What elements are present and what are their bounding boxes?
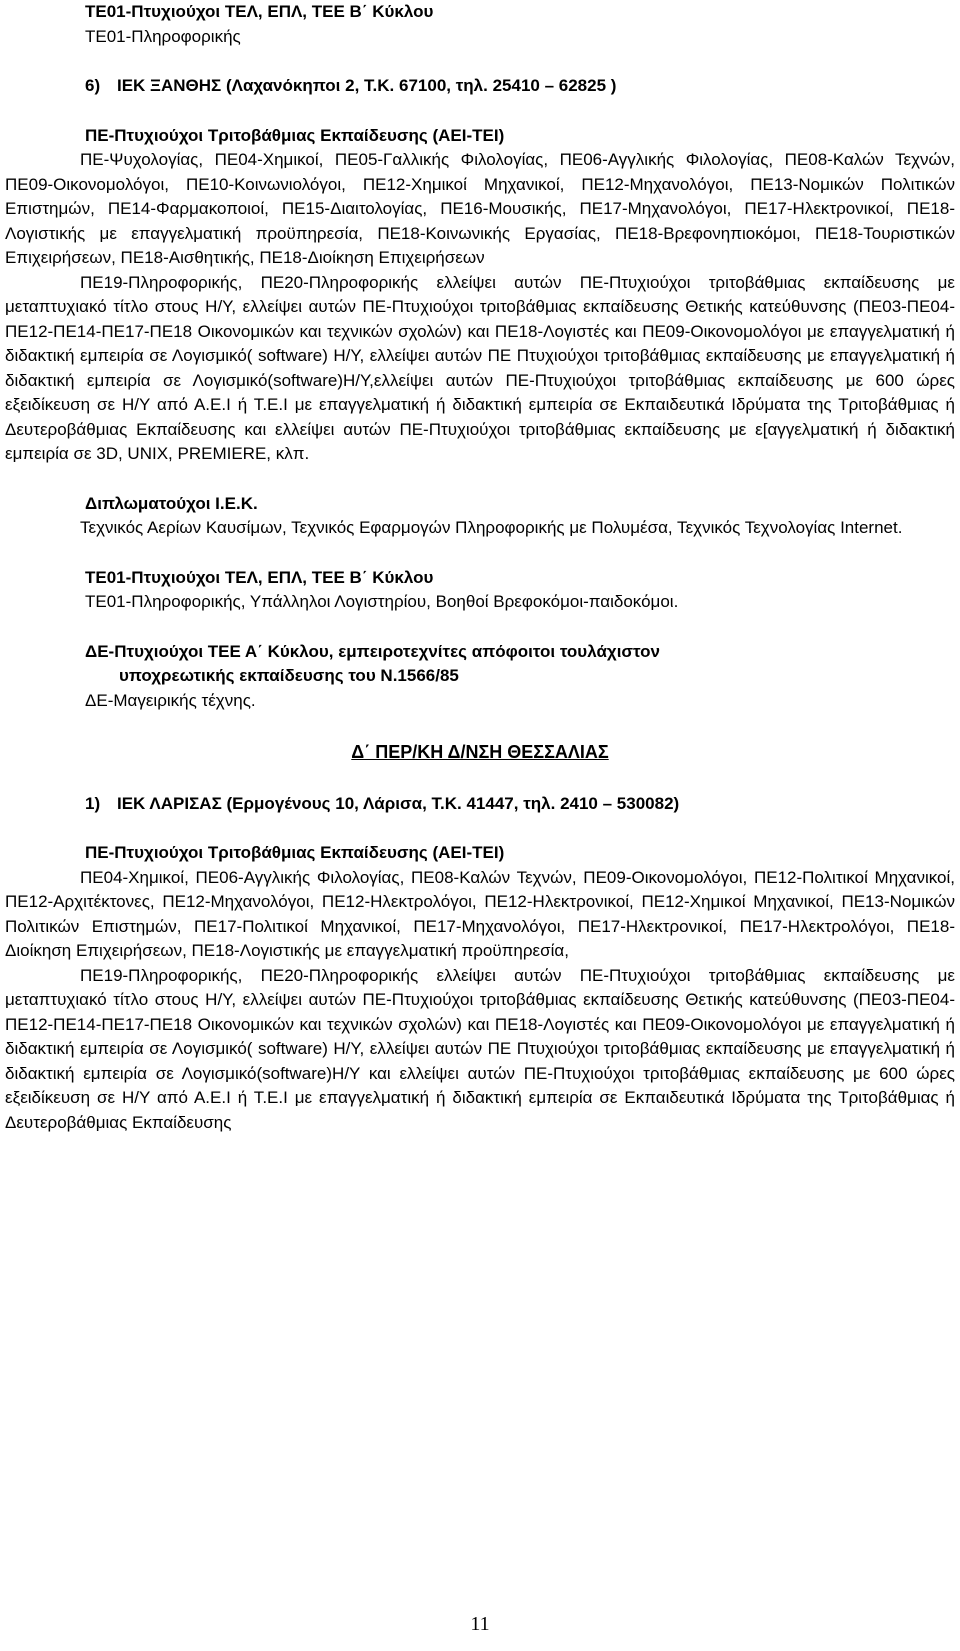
iek-graduates-heading: Διπλωματούχοι Ι.Ε.Κ. — [85, 493, 258, 513]
page-number: 11 — [470, 1613, 490, 1635]
spacer — [5, 541, 955, 566]
region-heading: Δ΄ ΠΕΡ/ΚΗ Δ/ΝΣΗ ΘΕΣΣΑΛΙΑΣ — [351, 742, 609, 762]
section-title: ΙΕΚ ΞΑΝΘΗΣ (Λαχανόκηποι 2, Τ.Κ. 67100, τηλ. 25410 – 62825 ) — [117, 76, 617, 95]
pe-specialties-2: ΠΕ04-Χημικοί, ΠΕ06-Αγγλικής Φιλολογίας, ΠΕ08-Καλών Τεχνών, ΠΕ09-Οικονομολόγοι, ΠΕ12-Πολιτικοί Μηχανικοί, ΠΕ12-Αρχιτέκτονες, ΠΕ12-Μηχανολόγοι, ΠΕ12-Ηλεκτρολόγοι, ΠΕ12-Ηλεκτρονικοί, ΠΕ12-Χημικοί Μηχανικοί, ΠΕ13-Νομικών Πολιτικών Επιστημών, ΠΕ17-Πολιτικοί Μηχανικοί, ΠΕ17-Μηχανολόγοι, ΠΕ17-Ηλεκτρονικοί, ΠΕ17-Ηλεκτρολόγοι, ΠΕ18-Διοίκηση Επιχειρήσεων, ΠΕ18-Λογιστικής με επαγγελματική προϋπηρεσία, — [5, 867, 955, 960]
iek-graduates-text: Τεχνικός Αερίων Καυσίμων, Τεχνικός Εφαρμογών Πληροφορικής με Πολυμέσα, Τεχνικός Τεχνολογίας Internet. — [80, 518, 903, 537]
spacer — [5, 49, 955, 74]
spacer — [5, 713, 955, 740]
document-page — [5, 0, 955, 1135]
spacer — [5, 765, 955, 792]
pe-heading-2: ΠΕ-Πτυχιούχοι Τριτοβάθμιας Εκπαίδευσης (ΑΕΙ-ΤΕΙ) — [85, 843, 505, 862]
spacer — [5, 615, 955, 640]
te-text: ΤΕ01-Πληροφορικής — [85, 26, 241, 46]
pe19-paragraph-2: ΠΕ19-Πληροφορικής, ΠΕ20-Πληροφορικής ελλείψει αυτών ΠΕ-Πτυχιούχοι τριτοβάθμιας εκπαίδευσης με μεταπτυχιακό τίτλο στους Η/Υ, ελλείψει αυτών ΠΕ-Πτυχιούχοι τριτοβάθμιας εκπαίδευσης Θετικής κατεύθυνσης (ΠΕ03-ΠΕ04-ΠΕ12-ΠΕ14-ΠΕ17-ΠΕ18 Οικονομικών και τεχνικών σχολών) και ΠΕ18-Λογιστές και ΠΕ09-Οικονομολόγοι με επαγγελματική ή διδακτική εμπειρία σε Λογισμικό( software) Η/Υ, ελλείψει αυτών ΠΕ Πτυχιούχοι τριτοβάθμιας εκπαίδευσης με επαγγελματική ή διδακτική εμπειρία σε Λογισμικό(software)Η/Υ και ελλείψει αυτών ΠΕ-Πτυχιούχοι τριτοβάθμιας εκπαίδευσης με 600 ώρες εξειδίκευση σε Η/Υ από Α.Ε.Ι ή Τ.Ε.Ι με επαγγελματική ή διδακτική εμπειρία σε Εκπαιδευτικά Ιδρύματα της Τριτοβάθμιας ή Δευτεροβάθμιας Εκπαίδευσης — [5, 965, 955, 1132]
pe-specialties: ΠΕ-Ψυχολογίας, ΠΕ04-Χημικοί, ΠΕ05-Γαλλικής Φιλολογίας, ΠΕ06-Αγγλικής Φιλολογίας, ΠΕ08-Καλών Τεχνών, ΠΕ09-Οικονομολόγοι, ΠΕ10-Κοινωνιολόγοι, ΠΕ12-Χημικοί Μηχανικοί, ΠΕ12-Μηχανολόγοι, ΠΕ13-Νομικών Πολιτικών Επιστημών, ΠΕ14-Φαρμακοποιοί, ΠΕ15-Διαιτολογίας, ΠΕ16-Μουσικής, ΠΕ17-Μηχανολόγοι, ΠΕ17-Ηλεκτρονικοί, ΠΕ18-Λογιστικής με επαγγελματική προϋπηρεσία, ΠΕ18-Κοινωνικής Εργασίας, ΠΕ18-Βρεφονηπιοκόμοι, ΠΕ18-Τουριστικών Επιχειρήσεων, ΠΕ18-Αισθητικής, ΠΕ18-Διοίκηση Επιχειρήσεων — [5, 150, 955, 267]
section-number: 6) — [85, 76, 101, 95]
pe-heading: ΠΕ-Πτυχιούχοι Τριτοβάθμιας Εκπαίδευσης (ΑΕΙ-ΤΕΙ) — [85, 125, 505, 145]
section-number: 1) — [85, 793, 101, 813]
iek-larisas-title — [5, 792, 955, 817]
section-title: ΙΕΚ ΛΑΡΙΣΑΣ (Ερμογένους 10, Λάρισα, Τ.Κ. 41447, τηλ. 2410 – 530082) — [117, 793, 680, 813]
spacer — [5, 816, 955, 841]
pe19-paragraph: ΠΕ19-Πληροφορικής, ΠΕ20-Πληροφορικής ελλείψει αυτών ΠΕ-Πτυχιούχοι τριτοβάθμιας εκπαίδευσης με μεταπτυχιακό τίτλο στους Η/Υ, ελλείψει αυτών ΠΕ-Πτυχιούχοι τριτοβάθμιας εκπαίδευσης Θετικής κατεύθυνσης (ΠΕ03-ΠΕ04-ΠΕ12-ΠΕ14-ΠΕ17-ΠΕ18 Οικονομικών και τεχνικών σχολών) και ΠΕ18-Λογιστές και ΠΕ09-Οικονομολόγοι με επαγγελματική ή διδακτική εμπειρία σε Λογισμικό( software) Η/Υ, ελλείψει αυτών ΠΕ Πτυχιούχοι τριτοβάθμιας εκπαίδευσης με επαγγελματική ή διδακτική εμπειρία σε Λογισμικό(software)Η/Υ,ελλείψει αυτών ΠΕ-Πτυχιούχοι τριτοβάθμιας εκπαίδευσης με 600 ώρες εξειδίκευση σε Η/Υ από Α.Ε.Ι ή Τ.Ε.Ι με επαγγελματική ή διδακτική εμπειρία σε Εκπαιδευτικά Ιδρύματα της Τριτοβάθμιας ή Δευτεροβάθμιας Εκπαίδευσης και ελλείψει αυτών ΠΕ-Πτυχιούχοι τριτοβάθμιας εκπαίδευσης με ε[αγγελματική ή διδακτική εμπειρία σε 3D, UNIX, PREMIERE, κλπ. — [5, 272, 955, 463]
te-heading: ΤΕ01-Πτυχιούχοι ΤΕΛ, ΕΠΛ, ΤΕΕ Β΄ Κύκλου — [85, 2, 434, 21]
spacer — [5, 99, 955, 124]
iek-xanthis-title — [5, 74, 955, 99]
spacer — [5, 467, 955, 492]
te-heading-2: ΤΕ01-Πτυχιούχοι ΤΕΛ, ΕΠΛ, ΤΕΕ Β΄ Κύκλου — [85, 567, 434, 587]
de-text: ΔΕ-Μαγειρικής τέχνης. — [85, 690, 256, 710]
de-heading-line1: ΔΕ-Πτυχιούχοι ΤΕΕ Α΄ Κύκλου, εμπειροτεχνίτες απόφοιτοι τουλάχιστον — [85, 641, 660, 661]
de-heading-line2: υποχρεωτικής εκπαίδευσης του Ν.1566/85 — [119, 666, 459, 685]
te-text-2: ΤΕ01-Πληροφορικής, Υπάλληλοι Λογιστηρίου, Βοηθοί Βρεφοκόμοι-παιδοκόμοι. — [85, 592, 679, 611]
